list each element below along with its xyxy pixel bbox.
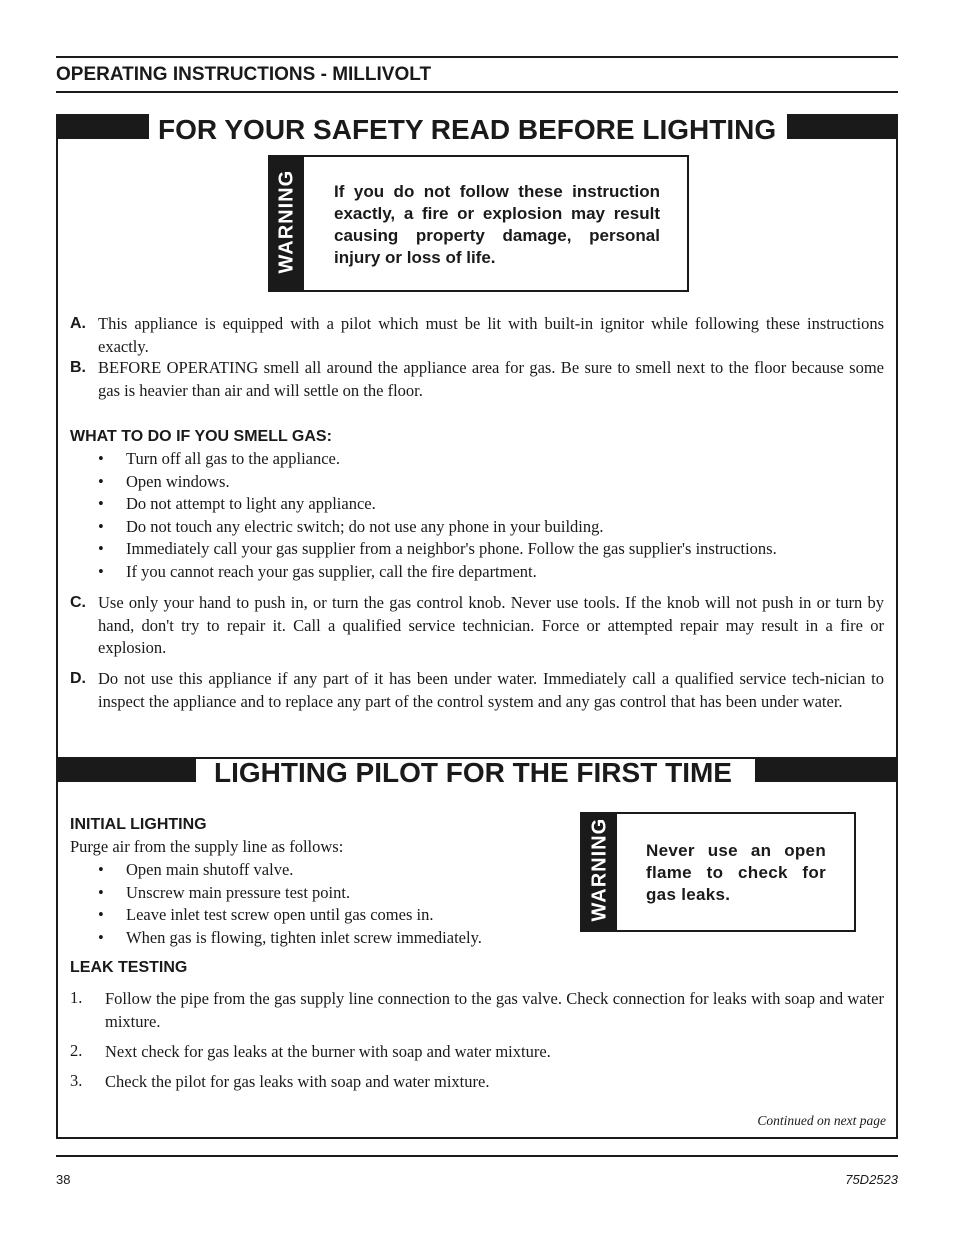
list-item-text: Immediately call your gas supplier from a neighbor's phone. Follow the gas supplier's instructions.	[126, 539, 777, 559]
list-item-text: If you cannot reach your gas supplier, call the fire department.	[126, 561, 537, 581]
header-top-rule	[56, 56, 898, 58]
lighting-banner-title: LIGHTING PILOT FOR THE FIRST TIME	[214, 757, 732, 788]
leak-warning-text: Never use an open flame to check for gas leaks.	[646, 841, 826, 904]
warning-tab	[270, 157, 304, 290]
banner-bar-right	[787, 114, 896, 139]
smell-gas-list	[98, 448, 777, 584]
leak-step-1-text: Follow the pipe from the gas supply line connection to the gas valve. Check connection for leaks with soap and water mixture.	[105, 989, 884, 1031]
page-number: 38	[56, 1172, 71, 1187]
safety-warning-text: If you do not follow these instruction exactly, a fire or explosion may result causing property damage, personal injury or loss of life.	[334, 182, 660, 267]
item-b-mark: B.	[70, 359, 86, 376]
banner-bar-left	[56, 757, 196, 782]
list-item-text: When gas is flowing, tighten inlet screw immediately.	[126, 927, 482, 947]
list-item: • Do not touch any electric switch; do not use any phone in your building.	[98, 516, 604, 536]
leak-step-1-number: 1.	[70, 988, 83, 1007]
list-item-text: Open main shutoff valve.	[126, 860, 294, 879]
safety-banner-title: FOR YOUR SAFETY READ BEFORE LIGHTING	[158, 114, 777, 145]
warning-tab	[582, 814, 617, 930]
leak-step-3-text: Check the pilot for gas leaks with soap and water mixture.	[105, 1072, 490, 1091]
smell-gas-heading: WHAT TO DO IF YOU SMELL GAS:	[70, 428, 332, 445]
list-item-text: Open windows.	[126, 471, 230, 491]
header-bottom-rule	[56, 91, 898, 93]
item-a-text: This appliance is equipped with a pilot which must be lit with built-in ignitor while following these instructions exactly.	[98, 314, 884, 356]
item-c-text: Use only your hand to push in, or turn the gas control knob. Never use tools. If the knob will not push in or turn by hand, don't try to repair it. Call a qualified service technician. Force or attempted repair may result in a fire or explosion.	[98, 593, 884, 658]
item-d-text: Do not use this appliance if any part of it has been under water. Immediately call a qualified service tech-nician to inspect the appliance and to replace any part of the control system and any gas control that has been under water.	[98, 669, 884, 711]
list-item-text: Do not touch any electric switch; do not use any phone in your building.	[126, 516, 604, 536]
continued-note: Continued on next page	[757, 1113, 886, 1128]
leak-step-2-number: 2.	[70, 1041, 83, 1060]
banner-bar-right	[755, 757, 896, 782]
warning-label: WARNING	[275, 169, 298, 274]
safety-warning-box	[268, 155, 689, 292]
banner-bar-left	[56, 114, 149, 139]
list-item-text: Turn off all gas to the appliance.	[126, 449, 341, 468]
list-item-text: Do not attempt to light any appliance.	[126, 494, 376, 514]
list-item: • Immediately call your gas supplier from a neighbor's phone. Follow the gas supplier's instructions.	[98, 539, 777, 559]
leak-testing-heading: LEAK TESTING	[70, 959, 188, 976]
list-item-text: Leave inlet test screw open until gas comes in.	[126, 905, 434, 925]
footer-rule	[56, 1155, 898, 1157]
warning-label: WARNING	[588, 817, 611, 922]
leak-step-2-text: Next check for gas leaks at the burner with soap and water mixture.	[105, 1042, 551, 1061]
list-item: • Do not attempt to light any appliance.	[98, 494, 376, 514]
item-b-text: BEFORE OPERATING smell all around the appliance area for gas. Be sure to smell next to the floor because some gas is heavier than air and will settle on the floor.	[98, 358, 884, 400]
initial-lighting-heading: INITIAL LIGHTING	[70, 816, 207, 833]
item-d-mark: D.	[70, 670, 86, 687]
list-item: • If you cannot reach your gas supplier, call the fire department.	[98, 561, 537, 581]
list-item: • Open windows.	[98, 471, 230, 491]
list-item: • Leave inlet test screw open until gas comes in.	[98, 905, 434, 925]
leak-step-3-number: 3.	[70, 1071, 83, 1090]
section-title: OPERATING INSTRUCTIONS - MILLIVOLT	[56, 64, 432, 85]
list-item: • Turn off all gas to the appliance.	[98, 449, 341, 468]
list-item: • Unscrew main pressure test point.	[98, 882, 351, 902]
item-c-mark: C.	[70, 594, 86, 611]
leak-warning-box	[580, 812, 856, 932]
list-item: • Open main shutoff valve.	[98, 860, 294, 879]
document-code: 75D2523	[845, 1172, 898, 1187]
purge-intro: Purge air from the supply line as follows:	[70, 837, 344, 856]
item-a-mark: A.	[70, 315, 86, 332]
purge-steps-list	[98, 859, 482, 949]
list-item: • When gas is flowing, tighten inlet screw immediately.	[98, 927, 482, 947]
list-item-text: Unscrew main pressure test point.	[126, 882, 351, 902]
